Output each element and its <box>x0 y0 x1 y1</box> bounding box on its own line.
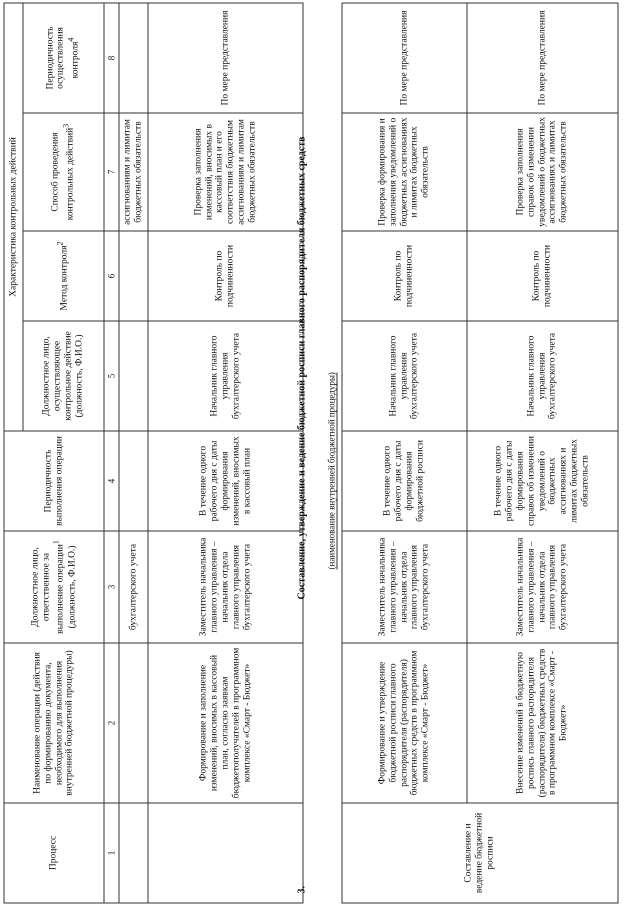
header-controls-group: Характеристика контрольных действий <box>4 3 23 431</box>
header-controller <box>23 321 104 431</box>
cell-method <box>119 231 148 321</box>
header-controller-label: Должностное лицо, осуществляющее контрольное действие <box>41 330 73 421</box>
cell-controller <box>119 321 148 431</box>
table-row <box>148 3 303 903</box>
cell-way: Проверка формирования и заполнения уведомлений о бюджетных ассигнованиях и лимитах бюджетных обязательств <box>342 113 467 231</box>
cell-responsible: Заместитель начальника главного управления – начальник отдела главного управления бухгалтерского учета <box>342 531 467 643</box>
cell-way: Проверка заполнения справок об изменении уведомлений о бюджетных ассигнованиях и лимитах бюджетных обязательств <box>467 113 618 231</box>
cell-responsible: Заместитель начальника главного управления – начальник отдела главного управления бухгалтерского учета <box>467 531 618 643</box>
header-process: Процесс <box>4 803 104 903</box>
table-row <box>467 3 618 903</box>
cell-control-period: По мере представления <box>148 3 303 113</box>
col-number: 8 <box>104 3 119 113</box>
header-row-1 <box>4 3 23 903</box>
col-number: 2 <box>104 643 119 803</box>
header-way-label: Способ проведения контрольных действий <box>50 127 76 220</box>
footnote-3: 3 <box>60 123 70 128</box>
header-responsible <box>4 531 104 643</box>
cell-periodicity: В течение одного рабочего дня с даты формирования бюджетной росписи <box>342 431 467 531</box>
header-method <box>23 231 104 321</box>
cell-method: Контроль по подчиненности <box>342 231 467 321</box>
cell-process <box>119 803 148 903</box>
cell-controller: Начальник главного управления бухгалтерского учета <box>467 321 618 431</box>
section-subtitle-text: (наименование внутренней бюджетной процедуры) <box>326 371 336 569</box>
cell-method: Контроль по подчиненности <box>148 231 303 321</box>
section-title: Составление, утверждение и ведение бюджетной росписи главного распорядителя бюджетных средств <box>296 135 307 599</box>
cell-controller: Начальник главного управления бухгалтерского учета <box>342 321 467 431</box>
col-number: 6 <box>104 231 119 321</box>
col-number: 1 <box>104 803 119 903</box>
cell-controller: Начальник главного управления бухгалтерского учета <box>148 321 303 431</box>
header-responsible-label: Должностное лицо, ответственное за выполнение операции <box>29 543 66 634</box>
cell-operation <box>119 643 148 803</box>
col-number: 5 <box>104 321 119 431</box>
header-way <box>23 113 104 231</box>
header-responsible-sub: (должность, Ф.И.О.) <box>66 545 77 628</box>
column-number-row <box>104 3 119 903</box>
procedure-table-top <box>3 2 303 903</box>
cell-operation: Формирование и заполнение изменений, вносимых в кассовый план, согласно заявкам бюджетополучателей в программном комплексе «Смарт - Бюджет» <box>148 643 303 803</box>
col-number: 3 <box>104 531 119 643</box>
cell-periodicity: В течение одного рабочего дня с даты формирования изменений, вносимых в кассовый план <box>148 431 303 531</box>
section-number: 3. <box>296 885 307 893</box>
header-periodicity: Периодичность выполнения операции <box>4 431 104 531</box>
section-subtitle <box>326 372 337 569</box>
cell-control-period: По мере представления <box>342 3 467 113</box>
cell-periodicity: В течение одного рабочего дня с даты формирования справок об изменении уведомлений о бюджетных ассигнованиях и лимитах бюджетных обязательств <box>467 431 618 531</box>
procedure-table-bottom <box>341 2 618 903</box>
footnote-2: 2 <box>55 241 65 245</box>
section-heading <box>296 9 340 899</box>
header-operation: Наименование операции (действия по формированию документа, необходимого для выполнения внутренней бюджетной процедуры) <box>4 643 104 803</box>
cell-responsible: бухгалтерского учета <box>119 531 148 643</box>
cell-operation: Формирование и утверждение бюджетной росписи главного распорядителя (распорядителя) бюджетных средств в программном комплексе «Смарт - Бюджет» <box>342 643 467 803</box>
header-control-period-label: Периодичность осуществления контроля <box>44 26 81 89</box>
table-row <box>342 3 467 903</box>
cell-method: Контроль по подчиненности <box>467 231 618 321</box>
footnote-4: 4 <box>66 37 76 42</box>
col-number: 4 <box>104 431 119 531</box>
cell-responsible: Заместитель начальника главного управления – начальник отдела главного управления бухгалтерского учета <box>148 531 303 643</box>
cell-control-period <box>119 3 148 113</box>
cell-operation: Внесение изменений в бюджетную роспись главного распорядителя (распорядителя) бюджетных средств в программном комплексе «Смарт - Бюджет» <box>467 643 618 803</box>
cell-way: Проверка заполнения изменений, вносимых в кассовый план и его соответствия бюджетным ассигнованиям и лимитам бюджетных обязательств <box>148 113 303 231</box>
cell-process <box>148 803 303 903</box>
cell-process: Составление и ведение бюджетной росписи <box>342 803 618 903</box>
header-control-period <box>23 3 104 113</box>
table-row <box>119 3 148 903</box>
cell-periodicity <box>119 431 148 531</box>
cell-control-period: По мере представления <box>467 3 618 113</box>
header-method-label: Метод контроля <box>59 244 70 310</box>
cell-way: ассигнованиям и лимитам бюджетных обязательств <box>119 113 148 231</box>
footnote-1: 1 <box>51 539 61 544</box>
header-controller-sub: (должность, Ф.И.О.) <box>73 334 84 417</box>
col-number: 7 <box>104 113 119 231</box>
